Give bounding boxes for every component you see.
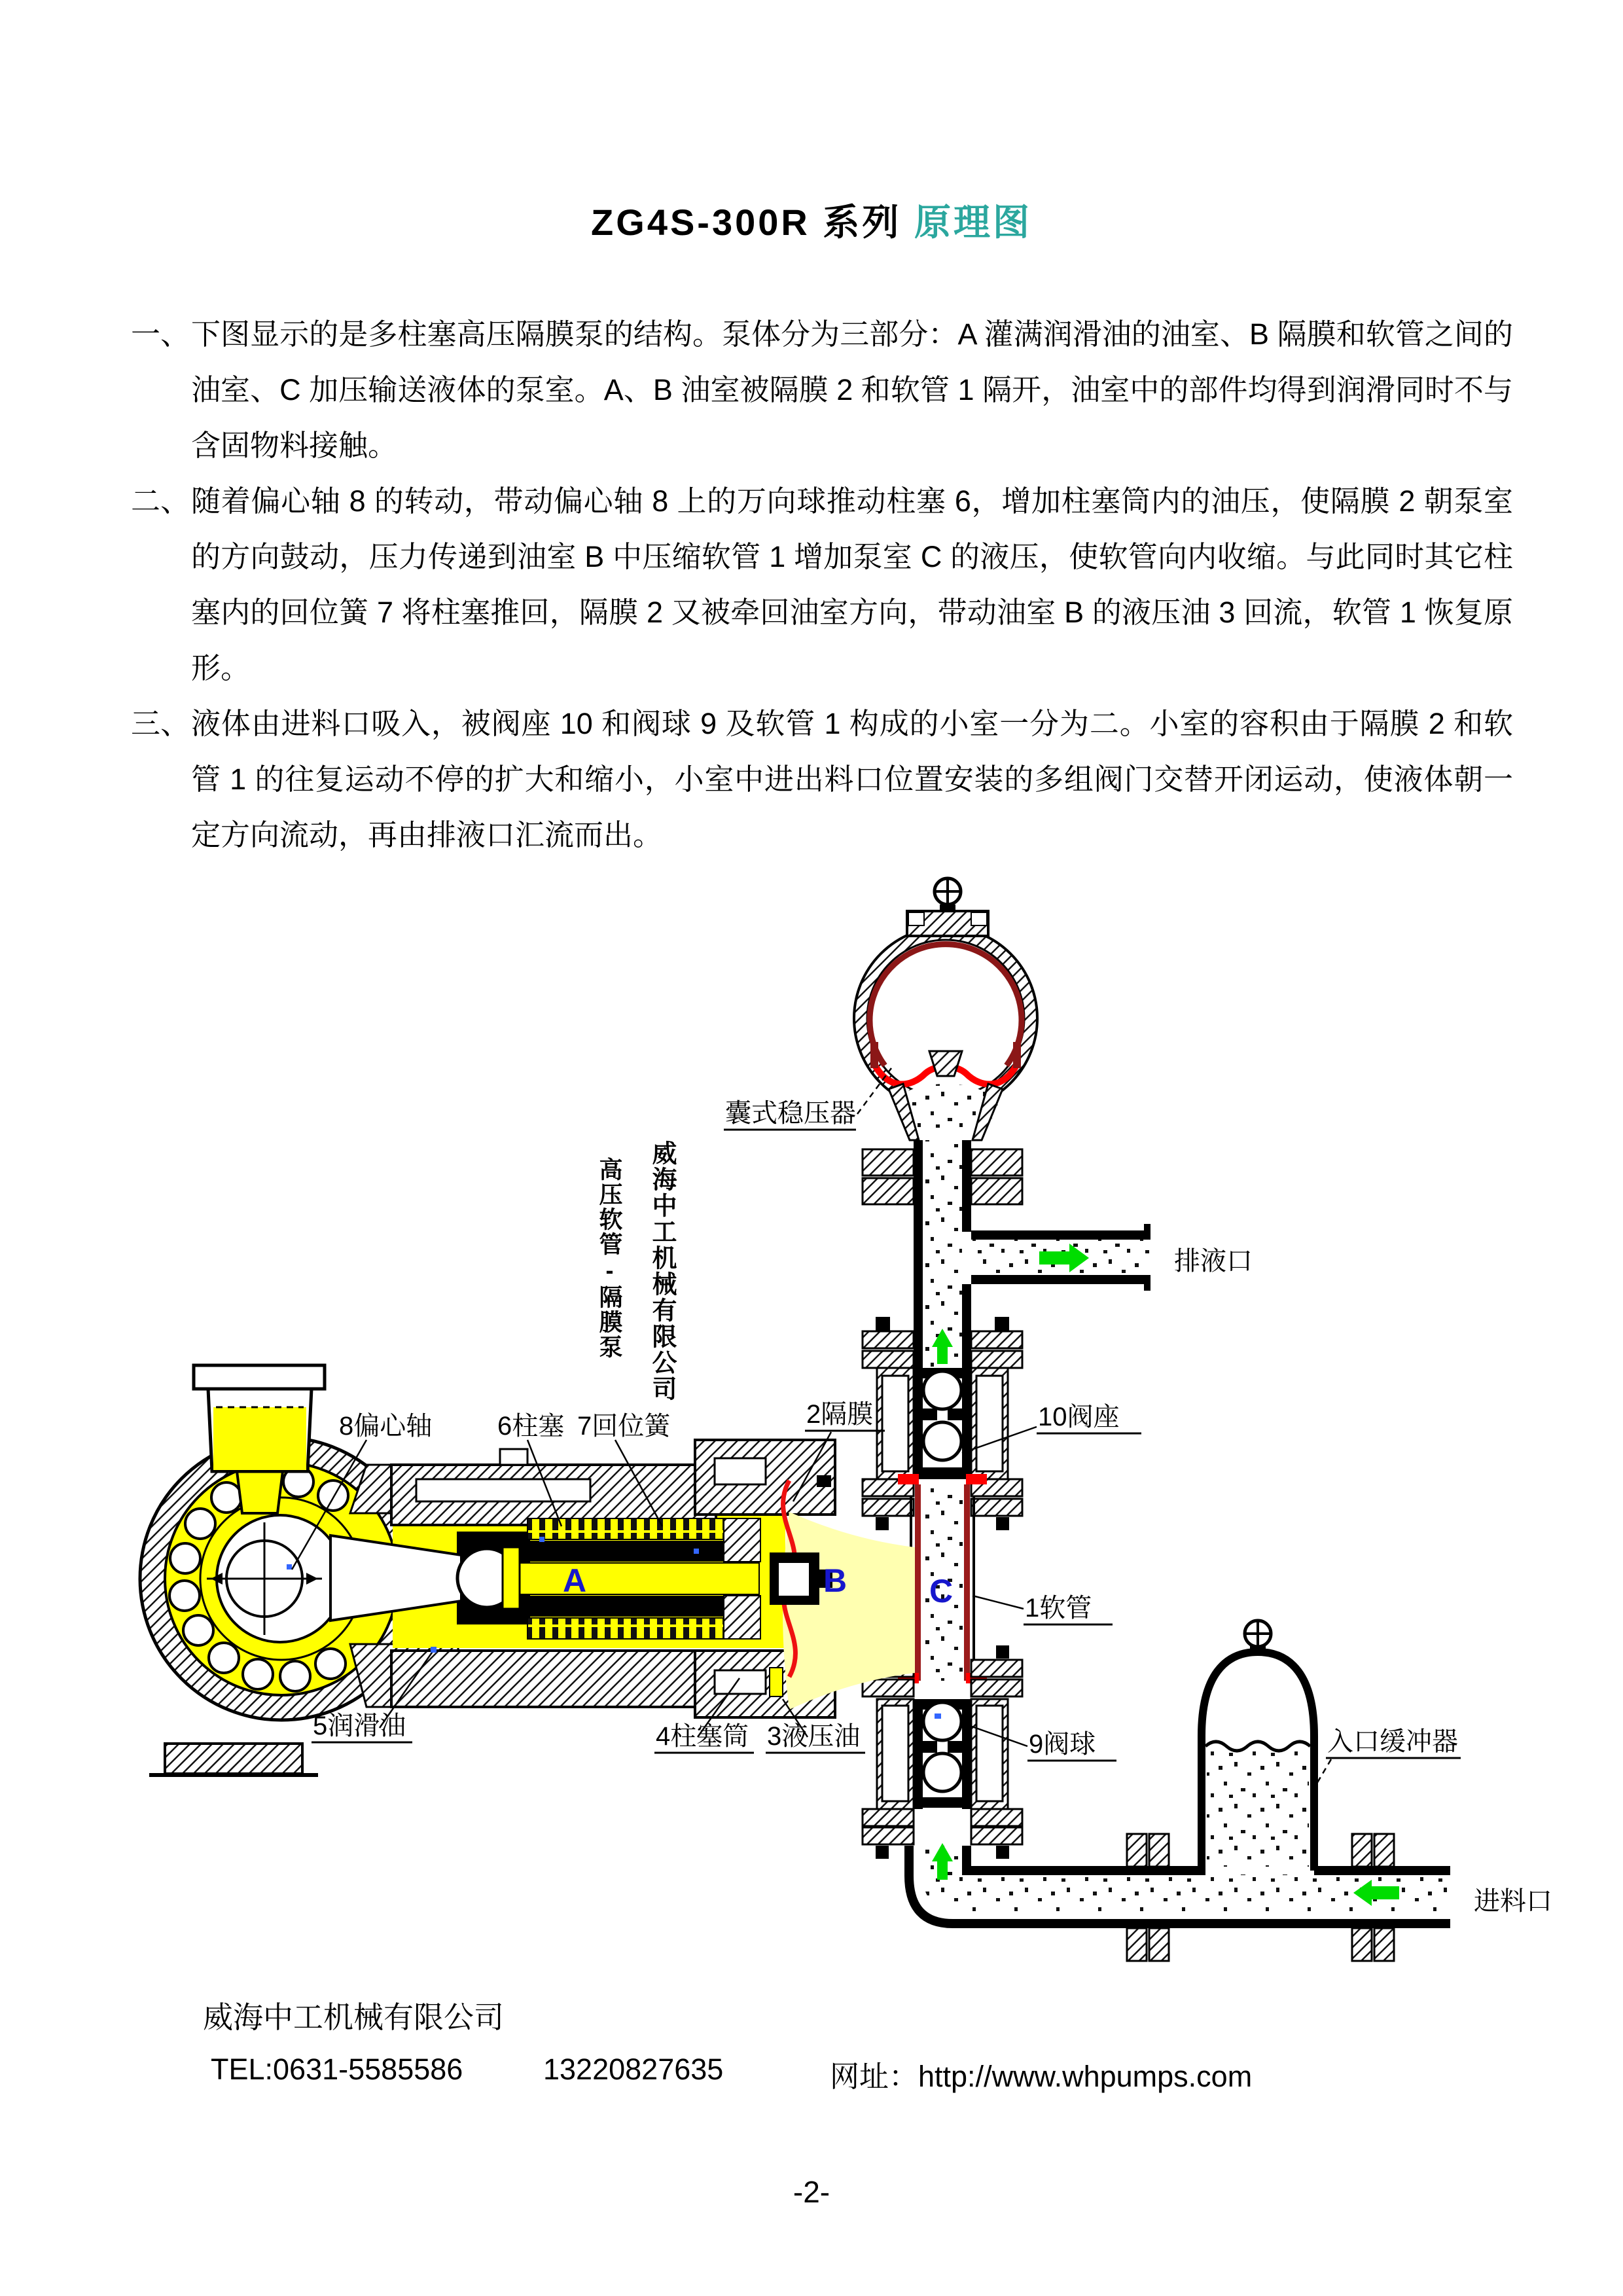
chamber-a-label: A — [563, 1562, 587, 1599]
valve-ball — [923, 1422, 961, 1460]
paragraph-1 — [131, 306, 1513, 473]
footer-tel2: 13220827635 — [543, 2053, 724, 2086]
paragraph-2-text: 随着偏心轴 8 的转动，带动偏心轴 8 上的万向球推动柱塞 6，增加柱塞筒内的油压，使隔膜 2 朝泵室的方向鼓动，压力传递到油室 B 中压缩软管 1 增加泵室 C 的液压，使软管向内收缩。与此同时其它柱塞内的回位簧 7 将柱塞推回，隔膜 2 又被牵回油室方向，带动油室 B 的液压油 3 回流，软管 1 恢复原形。 — [191, 484, 1513, 685]
suction-valve-assembly — [863, 1699, 1022, 1859]
pump-principle-diagram — [0, 851, 1623, 2003]
pulsation-dampener — [854, 878, 1037, 1140]
list-marker-2: 二、 — [131, 484, 190, 518]
valve-ball — [923, 1702, 961, 1740]
label-part5: 5润滑油 — [313, 1712, 406, 1740]
label-discharge-port: 排液口 — [1174, 1247, 1253, 1276]
title-suffix: 原理图 — [914, 202, 1032, 243]
paragraph-2 — [131, 473, 1513, 696]
label-feed-port: 进料口 — [1474, 1887, 1552, 1916]
body-paragraphs — [131, 306, 1513, 863]
list-marker-3: 三、 — [131, 707, 190, 740]
hose-wall — [964, 1484, 970, 1681]
mounting-foot — [165, 1744, 302, 1774]
valve-ball — [923, 1371, 961, 1409]
paragraph-3 — [131, 696, 1513, 863]
label-inlet-buffer: 入口缓冲器 — [1327, 1727, 1458, 1756]
label-part3: 3液压油 — [767, 1722, 861, 1751]
label-part4: 4柱塞筒 — [656, 1722, 749, 1751]
label-part2: 2隔膜 — [806, 1400, 874, 1429]
return-spring — [527, 1518, 724, 1539]
label-part6: 6柱塞 — [497, 1412, 565, 1441]
inlet-buffer-vessel — [1202, 1621, 1314, 1871]
plunger — [516, 1563, 759, 1594]
page-title — [0, 194, 1623, 246]
chamber-b-label: B — [823, 1562, 847, 1599]
footer-tel: TEL:0631-5585586 — [211, 2053, 463, 2086]
label-part7: 7回位簧 — [577, 1412, 671, 1441]
hose-wall — [915, 1484, 921, 1681]
hydraulic-oil-passage — [770, 1668, 783, 1696]
discharge-valve-assembly — [863, 1317, 1022, 1479]
vertical-company-name: 威海中工机械有限公司 — [648, 1140, 675, 1402]
valve-ball — [923, 1753, 961, 1791]
suction-piping — [909, 1834, 1450, 1961]
footer-company: 威海中工机械有限公司 — [203, 2000, 504, 2034]
chamber-c-label: C — [929, 1573, 954, 1609]
label-part9: 9阀球 — [1029, 1730, 1096, 1759]
return-spring — [527, 1618, 724, 1639]
page-number: -2- — [793, 2175, 830, 2209]
title-model: ZG4S-300R 系列 — [591, 202, 902, 243]
label-part1: 1软管 — [1025, 1594, 1092, 1623]
label-stabilizer: 囊式稳压器 — [725, 1099, 856, 1128]
footer-website: 网址：http://www.whpumps.com — [830, 2060, 1253, 2093]
vertical-product-name: 高压软管-隔膜泵 — [596, 1157, 623, 1359]
paragraph-3-text: 液体由进料口吸入，被阀座 10 和阀球 9 及软管 1 构成的小室一分为二。小室的容积由于隔膜 2 和软管 1 的往复运动不停的扩大和缩小，小室中进出料口位置安装的多组阀门交替开闭运动，使液体朝一定方向流动，再由排液口汇流而出。 — [191, 707, 1513, 852]
list-marker-1: 一、 — [131, 317, 190, 351]
label-part8: 8偏心轴 — [339, 1412, 433, 1441]
label-part10: 10阀座 — [1038, 1403, 1120, 1431]
paragraph-1-text: 下图显示的是多柱塞高压隔膜泵的结构。泵体分为三部分：A 灌满润滑油的油室、B 隔膜和软管之间的油室、C 加压输送液体的泵室。A、B 油室被隔膜 2 和软管 1 隔开，油室中的部件均得到润滑同时不与含固物料接触。 — [191, 317, 1513, 462]
